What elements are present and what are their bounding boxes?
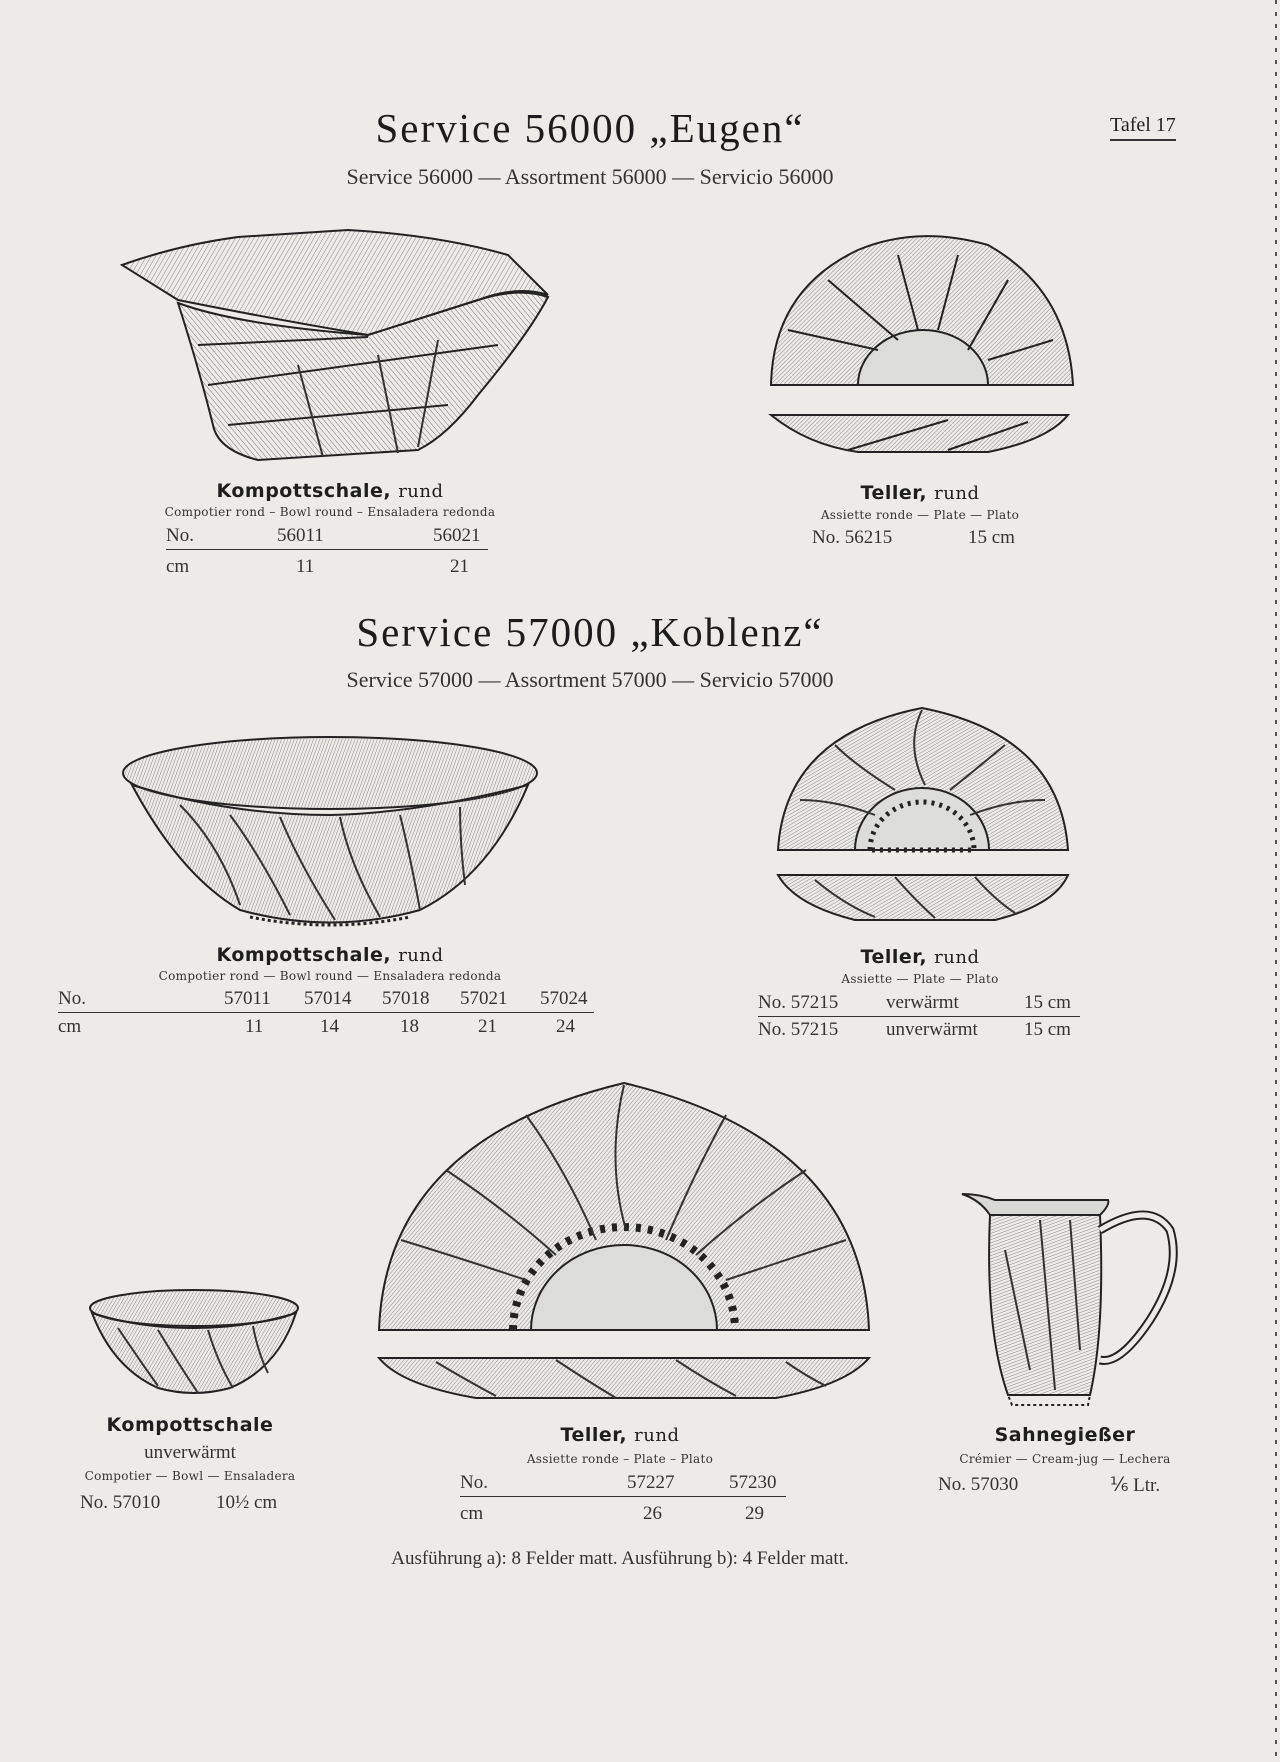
small-bowl-size: 10½ cm	[216, 1492, 278, 1513]
koblenz-plate-illustration	[775, 705, 1070, 930]
large-plate-no-label: No.	[460, 1472, 488, 1493]
small-bowl-number: No. 57010	[80, 1492, 161, 1513]
small-bowl-translations: Compotier — Bowl — Ensaladera	[84, 1469, 296, 1483]
eugen-plate-translations: Assiette ronde — Plate — Plato	[820, 508, 1020, 522]
koblenz-bowl-translations: Compotier rond — Bowl round — Ensaladera redonda	[158, 969, 502, 983]
eugen-plate-name-text: Teller,	[860, 482, 928, 504]
koblenz-bowl-number-3: 57018	[382, 988, 430, 1009]
large-plate-translations: Assiette ronde – Plate – Plato	[526, 1452, 714, 1466]
eugen-bowl-size-1: 11	[296, 556, 315, 577]
eugen-bowl-name	[140, 480, 520, 502]
cream-jug-number: No. 57030	[938, 1474, 1019, 1495]
koblenz-bowl-number-1: 57011	[224, 988, 271, 1009]
section1-subtitle: Service 56000 — Assortment 56000 — Servicio 56000	[346, 164, 834, 189]
cream-jug-translations: Crémier — Cream-jug — Lechera	[959, 1452, 1171, 1466]
koblenz-plate-row1-number: No. 57215	[758, 992, 839, 1013]
koblenz-bowl-size-4: 21	[478, 1016, 497, 1037]
koblenz-plate-table-rule	[758, 1016, 1080, 1017]
cream-jug-name: Sahnegießer	[994, 1424, 1136, 1446]
eugen-plate-illustration	[768, 230, 1078, 465]
perforation-edge	[1275, 0, 1277, 1762]
small-bowl-variant: unverwärmt	[144, 1442, 236, 1463]
eugen-plate-number: No. 56215	[812, 527, 893, 548]
large-plate-illustration	[376, 1080, 872, 1410]
small-bowl-name: Kompottschale	[106, 1414, 274, 1436]
eugen-bowl-qualifier: rund	[398, 481, 444, 502]
koblenz-bowl-cm-label: cm	[58, 1016, 82, 1037]
koblenz-plate-row1-size: 15 cm	[1024, 992, 1071, 1013]
koblenz-bowl-size-3: 18	[400, 1016, 419, 1037]
section1-title: Service 56000 „Eugen“	[375, 105, 805, 151]
cream-jug-illustration	[960, 1190, 1185, 1410]
eugen-plate-size: 15 cm	[968, 527, 1015, 548]
koblenz-plate-name-text: Teller,	[860, 946, 928, 968]
eugen-bowl-number-1: 56011	[277, 525, 324, 546]
large-plate-size-1: 26	[643, 1503, 662, 1524]
koblenz-bowl-illustration	[120, 735, 540, 930]
koblenz-bowl-table-rule	[58, 1012, 594, 1013]
eugen-plate-name	[770, 482, 1070, 504]
large-plate-cm-label: cm	[460, 1503, 484, 1524]
koblenz-bowl-number-2: 57014	[304, 988, 352, 1009]
eugen-bowl-name-text: Kompottschale,	[216, 480, 392, 502]
eugen-bowl-cm-label: cm	[166, 556, 190, 577]
koblenz-plate-row2-variant: unverwärmt	[886, 1019, 978, 1040]
koblenz-bowl-number-5: 57024	[540, 988, 588, 1009]
eugen-bowl-illustration	[118, 225, 548, 465]
cream-jug-size: ⅙ Ltr.	[1110, 1475, 1161, 1496]
large-plate-name-text: Teller,	[560, 1424, 628, 1446]
koblenz-plate-row2-number: No. 57215	[758, 1019, 839, 1040]
large-plate-number-1: 57227	[627, 1472, 675, 1493]
koblenz-plate-row1-variant: verwärmt	[886, 992, 959, 1013]
eugen-bowl-no-label: No.	[166, 525, 194, 546]
koblenz-bowl-qualifier: rund	[398, 945, 444, 966]
koblenz-bowl-size-2: 14	[320, 1016, 339, 1037]
koblenz-plate-translations: Assiette — Plate — Plato	[841, 972, 999, 986]
section2-subtitle: Service 57000 — Assortment 57000 — Servicio 57000	[346, 667, 834, 692]
koblenz-plate-row2-size: 15 cm	[1024, 1019, 1071, 1040]
koblenz-bowl-name-text: Kompottschale,	[216, 944, 392, 966]
koblenz-bowl-size-5: 24	[556, 1016, 575, 1037]
small-bowl-illustration	[88, 1288, 300, 1398]
eugen-bowl-table-rule	[166, 549, 488, 550]
eugen-bowl-number-2: 56021	[433, 525, 481, 546]
tafel-number: Tafel 17	[1110, 114, 1176, 141]
large-plate-qualifier: rund	[634, 1425, 680, 1446]
koblenz-bowl-name	[150, 944, 510, 966]
koblenz-plate-qualifier: rund	[934, 947, 980, 968]
koblenz-bowl-no-label: No.	[58, 988, 86, 1009]
eugen-bowl-translations: Compotier rond – Bowl round – Ensaladera redonda	[164, 505, 496, 519]
koblenz-bowl-size-1: 11	[245, 1016, 264, 1037]
large-plate-size-2: 29	[745, 1503, 764, 1524]
koblenz-plate-name	[770, 946, 1070, 968]
large-plate-number-2: 57230	[729, 1472, 777, 1493]
large-plate-table-rule	[460, 1496, 786, 1497]
large-plate-name	[470, 1424, 770, 1446]
footnote: Ausführung a): 8 Felder matt. Ausführung b): 4 Felder matt.	[391, 1548, 849, 1569]
section2-title: Service 57000 „Koblenz“	[356, 609, 824, 655]
koblenz-bowl-number-4: 57021	[460, 988, 508, 1009]
eugen-bowl-size-2: 21	[450, 556, 469, 577]
eugen-plate-qualifier: rund	[934, 483, 980, 504]
